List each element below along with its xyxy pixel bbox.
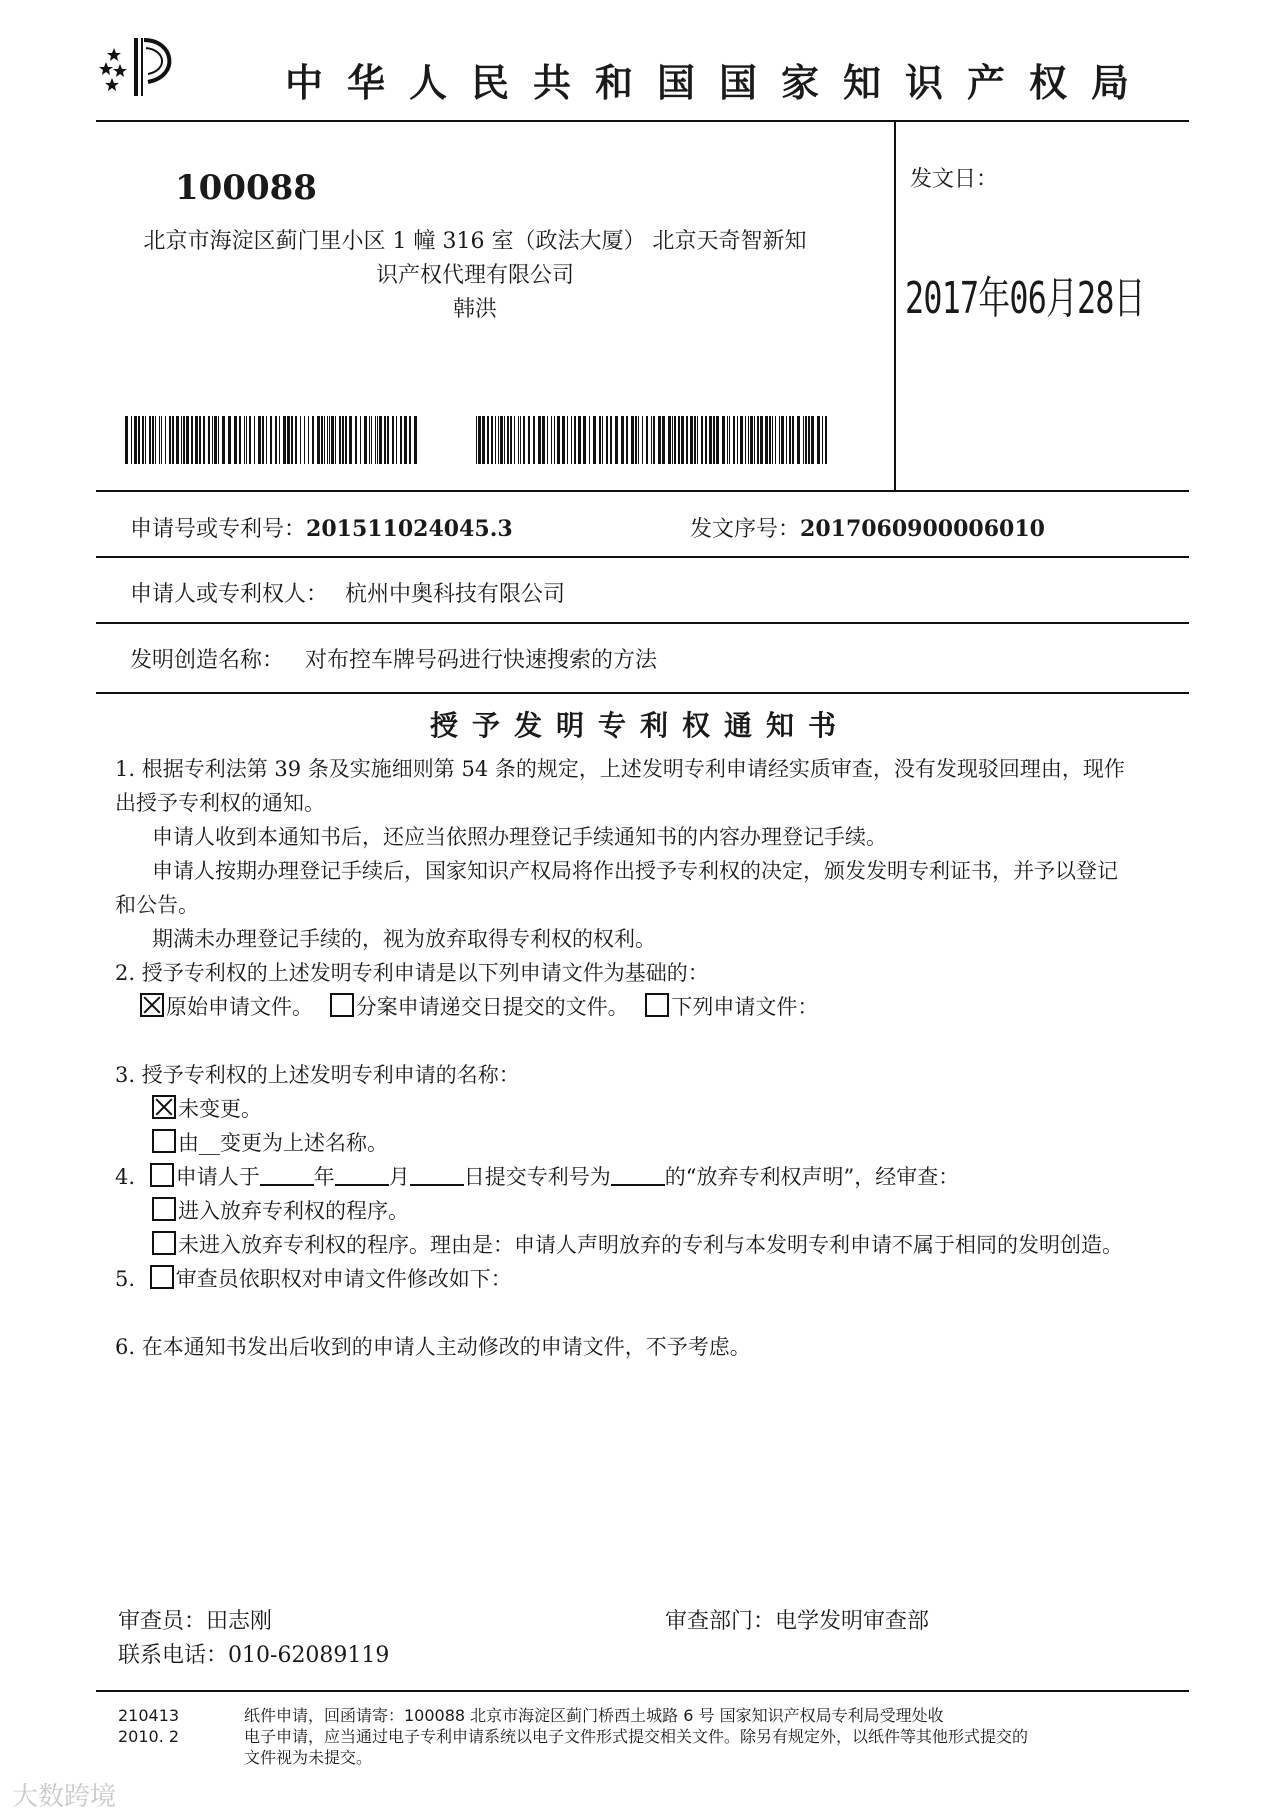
body-p4 xyxy=(115,1160,959,1194)
phone-label: 联系电话： xyxy=(118,1643,229,1668)
body-p3: 3. 授予专利权的上述发明专利申请的名称： xyxy=(115,1063,520,1087)
p4-text-a: 申请人于 xyxy=(175,1165,260,1189)
dept-field xyxy=(665,1604,929,1635)
applicant-value: 杭州中奥科技有限公司 xyxy=(345,582,566,607)
body-p3-option2 xyxy=(152,1126,388,1160)
applicant-field xyxy=(130,577,565,608)
body-p5 xyxy=(115,1262,512,1296)
recipient-zip: 100088 xyxy=(175,168,317,208)
body-p1-line2: 出授予专利权的通知。 xyxy=(115,791,325,815)
applicant-label: 申请人或专利权人： xyxy=(130,582,329,607)
checkbox-checked-icon[interactable] xyxy=(152,1095,176,1119)
fields-divider-2 xyxy=(96,622,1189,624)
fields-top-divider xyxy=(96,490,1189,492)
p3-option-changed: 由__变更为上述名称。 xyxy=(178,1131,388,1155)
serial-no-label: 发文序号： xyxy=(690,517,801,542)
examiner-value: 田志刚 xyxy=(206,1609,273,1634)
p4-blank-patent xyxy=(611,1164,665,1186)
invention-field xyxy=(130,643,657,674)
p5-number: 5. xyxy=(115,1267,136,1291)
office-name: 中华人民共和国国家知识产权局 xyxy=(285,61,1154,105)
footer-line3: 文件视为未提交。 xyxy=(244,1748,373,1767)
examiner-field xyxy=(118,1604,272,1635)
date-column-divider xyxy=(894,120,896,491)
recipient-address-line1: 北京市海淀区蓟门里小区 1 幢 316 室（政法大厦） 北京天奇智新知 xyxy=(143,229,807,254)
checkbox-empty-icon[interactable] xyxy=(152,1197,176,1221)
form-code: 210413 xyxy=(118,1706,180,1725)
body-p1-c: 期满未办理登记手续的，视为放弃取得专利权的权利。 xyxy=(152,927,656,951)
fields-divider-3 xyxy=(96,692,1189,694)
p4-option-enter: 进入放弃专利权的程序。 xyxy=(178,1199,409,1223)
p5-text: 审查员依职权对申请文件修改如下： xyxy=(175,1267,512,1291)
form-version: 2010. 2 xyxy=(118,1727,180,1746)
body-p3-option1 xyxy=(152,1092,262,1126)
p3-option-unchanged: 未变更。 xyxy=(178,1097,262,1121)
header-divider xyxy=(96,120,1189,122)
p2-option-listed: 下列申请文件： xyxy=(671,995,819,1019)
phone-value: 010-62089119 xyxy=(228,1643,390,1668)
application-no-field xyxy=(130,512,513,543)
checkbox-empty-icon[interactable] xyxy=(150,1265,174,1289)
p4-number: 4. xyxy=(115,1165,136,1189)
barcode-right xyxy=(476,416,830,464)
invention-value: 对布控车牌号码进行快速搜索的方法 xyxy=(305,648,658,673)
dept-value: 电学发明审查部 xyxy=(775,1609,930,1634)
recipient-address-line2: 识产权代理有限公司 xyxy=(375,263,574,288)
footer-line2: 电子申请，应当通过电子专利申请系统以电子文件形式提交相关文件。除另有规定外，以纸件等其他形式提交的 xyxy=(244,1727,1029,1746)
checkbox-empty-icon[interactable] xyxy=(150,1163,174,1187)
application-no-label: 申请号或专利号： xyxy=(130,517,307,542)
issue-date-label: 发文日： xyxy=(910,167,999,192)
body-p1-a: 申请人收到本通知书后，还应当依照办理登记手续通知书的内容办理登记手续。 xyxy=(152,825,887,849)
issue-date: 2017年06月28日 xyxy=(905,273,1145,324)
footer-divider xyxy=(96,1690,1189,1692)
p4-option-not-enter: 未进入放弃专利权的程序。理由是：申请人声明放弃的专利与本发明专利申请不属于相同的发明创造。 xyxy=(178,1233,1123,1257)
application-no-value: 201511024045.3 xyxy=(306,516,513,542)
body-p1-b-line2: 和公告。 xyxy=(115,893,199,917)
body-p2-options xyxy=(140,990,818,1024)
watermark-text: 大数跨境 xyxy=(12,1782,117,1812)
footer-line1: 纸件申请，回函请寄：100088 北京市海淀区蓟门桥西土城路 6 号 国家知识产权局专利局受理处收 xyxy=(244,1706,944,1725)
checkbox-checked-icon[interactable] xyxy=(140,993,164,1017)
fields-divider-1 xyxy=(96,556,1189,558)
p4-month: 月 xyxy=(388,1165,410,1189)
body-p4-option2 xyxy=(152,1228,1123,1262)
p4-blank-year xyxy=(260,1164,314,1186)
p4-text-b: 日提交专利号为 xyxy=(463,1165,611,1189)
p2-option-divisional: 分案申请递交日提交的文件。 xyxy=(355,995,629,1019)
invention-label: 发明创造名称： xyxy=(130,648,285,673)
checkbox-empty-icon[interactable] xyxy=(645,993,669,1017)
checkbox-empty-icon[interactable] xyxy=(330,993,354,1017)
body-p2: 2. 授予专利权的上述发明专利申请是以下列申请文件为基础的： xyxy=(115,961,709,985)
body-p6: 6. 在本通知书发出后收到的申请人主动修改的申请文件，不予考虑。 xyxy=(115,1335,751,1359)
recipient-name: 韩洪 xyxy=(452,297,497,322)
body-p4-option1 xyxy=(152,1194,409,1228)
serial-no-field xyxy=(690,512,1045,543)
p4-blank-day xyxy=(410,1164,464,1186)
cnipa-logo-icon xyxy=(96,30,192,100)
body-p1-b-line1: 申请人按期办理登记手续后，国家知识产权局将作出授予专利权的决定，颁发发明专利证书，并予以登记 xyxy=(152,859,1118,883)
barcode-left xyxy=(125,416,417,464)
dept-label: 审查部门： xyxy=(665,1609,776,1634)
phone-field xyxy=(118,1638,389,1669)
body-p1-line1: 1. 根据专利法第 39 条及实施细则第 54 条的规定，上述发明专利申请经实质审查，没有发现驳回理由，现作 xyxy=(115,757,1125,781)
examiner-label: 审查员： xyxy=(118,1609,207,1634)
p2-option-original: 原始申请文件。 xyxy=(166,995,313,1019)
p4-text-c: 的“放弃专利权声明”，经审查： xyxy=(664,1165,960,1189)
p4-blank-month xyxy=(335,1164,389,1186)
p4-year: 年 xyxy=(313,1165,335,1189)
notice-title: 授予发明专利权通知书 xyxy=(429,709,850,742)
checkbox-empty-icon[interactable] xyxy=(152,1231,176,1255)
checkbox-empty-icon[interactable] xyxy=(152,1129,176,1153)
serial-no-value: 2017060900006010 xyxy=(800,516,1045,542)
